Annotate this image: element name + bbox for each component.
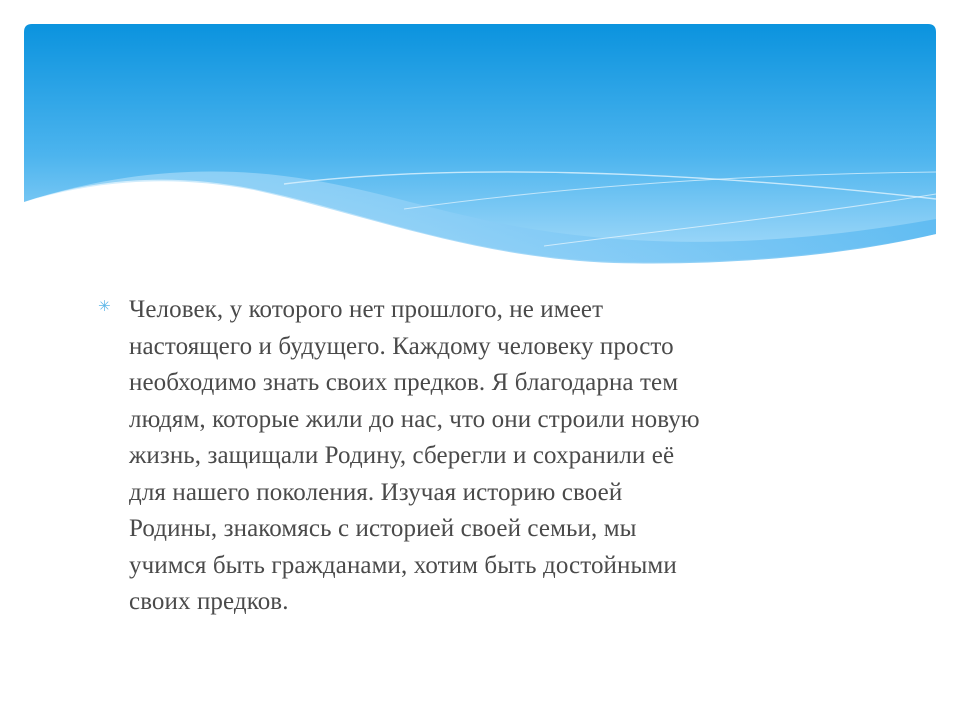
asterisk-bullet-icon: ✳ <box>98 297 111 315</box>
slide-content <box>98 292 878 621</box>
bullet-text: Человек, у которого нет прошлого, не имеет настоящего и будущего. Каждому человеку просто необходимо знать своих предков. Я благодарна тем людям, которые жили до нас, что они строили новую жизнь, защищали Родину, сберегли и сохранили её для нашего поколения. Изучая историю своей Родины, знакомясь с историей своей семьи, мы учимся быть гражданами, хотим быть достойными своих предков. <box>129 296 700 615</box>
bullet-item <box>98 292 878 621</box>
sky-wave-header <box>24 24 936 274</box>
